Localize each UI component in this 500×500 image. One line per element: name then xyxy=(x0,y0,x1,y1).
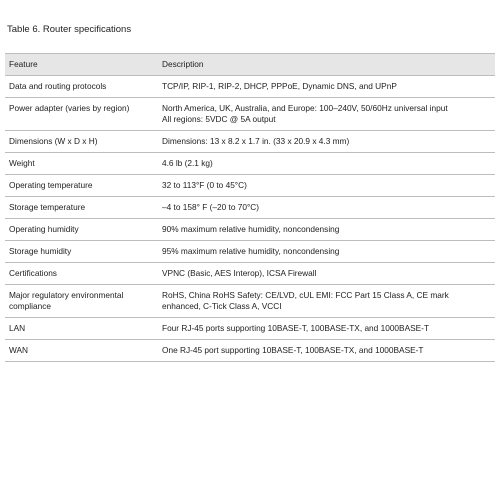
description-cell xyxy=(158,219,495,241)
feature-text: Certifications xyxy=(9,268,57,278)
description-text: All regions: 5VDC @ 5A output xyxy=(162,114,276,124)
feature-cell xyxy=(5,263,158,285)
table-row xyxy=(5,153,495,175)
table-body xyxy=(5,76,495,362)
table-row xyxy=(5,131,495,153)
feature-cell xyxy=(5,318,158,340)
feature-cell xyxy=(5,153,158,175)
feature-text: Major regulatory environmental xyxy=(9,290,124,300)
router-specifications-table xyxy=(5,53,495,362)
description-text: Four RJ-45 ports supporting 10BASE-T, 100BASE-TX, and 1000BASE-T xyxy=(162,323,430,333)
description-text: 90% maximum relative humidity, noncondensing xyxy=(162,224,340,234)
table-row xyxy=(5,241,495,263)
description-text: One RJ-45 port supporting 10BASE-T, 100BASE-TX, and 1000BASE-T xyxy=(162,345,424,355)
feature-cell xyxy=(5,98,158,131)
header-row xyxy=(5,54,495,76)
feature-text: WAN xyxy=(9,345,29,355)
feature-text: Data and routing protocols xyxy=(9,81,107,91)
feature-cell xyxy=(5,76,158,98)
description-cell xyxy=(158,197,495,219)
feature-text: Operating temperature xyxy=(9,180,93,190)
feature-cell xyxy=(5,175,158,197)
description-cell xyxy=(158,241,495,263)
feature-text: Operating humidity xyxy=(9,224,79,234)
description-text: 4.6 lb (2.1 kg) xyxy=(162,158,213,168)
feature-text: LAN xyxy=(9,323,26,333)
description-cell xyxy=(158,285,495,318)
description-text: VPNC (Basic, AES Interop), ICSA Firewall xyxy=(162,268,317,278)
table-caption: Table 6. Router specifications xyxy=(7,24,132,35)
description-text: North America, UK, Australia, and Europe: 100–240V, 50/60Hz universal input xyxy=(162,103,448,113)
description-text: TCP/IP, RIP-1, RIP-2, DHCP, PPPoE, Dynamic DNS, and UPnP xyxy=(162,81,397,91)
description-text: enhanced, C-Tick Class A, VCCI xyxy=(162,301,282,311)
feature-text: Power adapter (varies by region) xyxy=(9,103,130,113)
feature-text: compliance xyxy=(9,301,51,311)
feature-text: Dimensions (W x D x H) xyxy=(9,136,98,146)
feature-text: Storage humidity xyxy=(9,246,72,256)
table-row xyxy=(5,285,495,318)
table-header xyxy=(5,54,495,76)
feature-cell xyxy=(5,197,158,219)
table-row xyxy=(5,98,495,131)
feature-text: Weight xyxy=(9,158,35,168)
description-cell xyxy=(158,76,495,98)
description-cell xyxy=(158,98,495,131)
description-text: Dimensions: 13 x 8.2 x 1.7 in. (33 x 20.9 x 4.3 mm) xyxy=(162,136,350,146)
description-cell xyxy=(158,131,495,153)
description-text: 32 to 113°F (0 to 45°C) xyxy=(162,180,247,190)
description-cell xyxy=(158,318,495,340)
description-cell xyxy=(158,340,495,362)
table-row xyxy=(5,318,495,340)
feature-cell xyxy=(5,131,158,153)
description-cell xyxy=(158,263,495,285)
table-row xyxy=(5,219,495,241)
feature-text: Storage temperature xyxy=(9,202,86,212)
table-row xyxy=(5,175,495,197)
table-row xyxy=(5,340,495,362)
description-cell xyxy=(158,175,495,197)
description-text: RoHS, China RoHS Safety: CE/LVD, cUL EMI: FCC Part 15 Class A, CE mark xyxy=(162,290,449,300)
table-row xyxy=(5,197,495,219)
feature-cell xyxy=(5,241,158,263)
table-row xyxy=(5,76,495,98)
description-cell xyxy=(158,153,495,175)
feature-cell xyxy=(5,219,158,241)
feature-cell xyxy=(5,340,158,362)
description-text: –4 to 158° F (–20 to 70°C) xyxy=(162,202,260,212)
description-text: 95% maximum relative humidity, noncondensing xyxy=(162,246,340,256)
header-description: Description xyxy=(158,54,495,76)
feature-cell xyxy=(5,285,158,318)
header-feature: Feature xyxy=(5,54,158,76)
table-row xyxy=(5,263,495,285)
